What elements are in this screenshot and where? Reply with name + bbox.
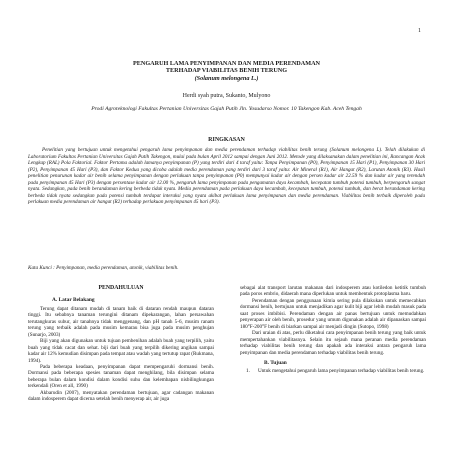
paragraph: Biji yang akan digunakan untuk tujuan pembenihan adalah buah yang terpilih, yaitu buah yang tidak cacat dan sehat. biji dari buah yang terpilih dikering angikan sampai kadar air 12% kemudian disimpan pada tempat atau wadah yang tertutup rapat (Rukmana, 1994). (28, 338, 214, 364)
section-heading-pendahuluan: PENDAHULUAN (98, 285, 144, 291)
abstract-text: Penelitian yang bertujuan untuk mengetahui pengaruh lama penyimpanan dan media perendaman terhadap viabilitas benih terung (Solanum melongena L). Telah dilakukan di Laboratorium Fakultas Pertanian Universitas Gajah Putih Takengon, mulai pada bulan April 2012 sampai dengan Juni 2012. Metode yang dilaksanakan dalam penelitian ini, Rancangan Acak Lengkap (RAL) Pola Faktorial. Faktor Pertama adalah lamanya penyimpanan (P) yang terdiri dari 4 taraf yaitu: Tanpa Penyimpanan (P0), Penyimpanan 15 Hari (P1), Penyimpanan 30 Hari (P2), Penyimpanan 45 Hari (P3), dan Faktor Kedua yang dicoba adalah media perendaman yang terdiri dari 3 taraf yaitu: Air Mineral (R1), Air Hangat (R2), Larutan Atonik (R3). Hasil penelitian penurunan kadar air benih selama penyimpanan dengan perlakuan tanpa penyimpanan (P0) mempunyai kadar air dengan persen kadar air 22.59 % dan kadar air yang terendah pada penyimpanan 45 Hari (P3) dengan persentase kadar air 12.00 %, pengaruh lama penyimpanan pada pengamatan daya kecambah, kecepatan tumbuh potensi tumbuh, berpengaruh sangat nyata. Sedangkan, pada benih berandaman kering berbeda tidak nyata. Media perendaman pada perlakuan daya kecambah, kecepatan tumbuh, potensi tumbuh, dan berat berandaman kering berbeda tidak nyata sedangkan pada potensi tumbuh terdapat interaksi yang nyata akibat perlakuan lama penyimpanan dan media perendaman. Viabilitas benih terbaik diperoleh pada perlakuan media perendaman air hangat (R2) terhadap perlakuan penyimpanan 45 hari (P3). (28, 147, 425, 206)
paper-title (40, 60, 413, 82)
keywords: Kata Kunci : Penyimpanan, media perendaman, atonik, viabilitas benih. (28, 265, 179, 271)
left-column (28, 285, 214, 403)
affiliation: Prodi Agroteknologi Fakultas Pertanian Universitas Gajah Putih Jln. Yosudarso Nomor. 10 Takengon Kab. Aceh Tengah (91, 106, 362, 112)
paragraph: Akbarudin (2007), menyatakan perendaman bertujuan, agar cadangan makanan dalam indosperem dapat dicerna setelah benih menyerap air, air juga (28, 389, 214, 403)
title-line-1: PENGARUH LAMA PENYIMPANAN DAN MEDIA PERENDAMAN (132, 60, 321, 67)
paragraph: Perendaman dengan penggunaan kimia sering pula dilakukan untuk memecahkan dormansi benih, bertujuan untuk menjadikan agar kulit biji agar lebih mudah masuk pada saat proses imbibisi. Perendaman dengan air panas bertujuan untuk memudahkan penyerapan air oleh benih, prosedur yang umum digunakan adalah air dipanaskan sampai 180°F-200°F benih di biarkan sampai air menjadi dingin (Sutopo, 1998) (240, 297, 426, 330)
list-item-number: 1. (246, 368, 250, 375)
right-column (240, 285, 426, 375)
list-item (240, 368, 426, 374)
subsection-heading-latar-belakang: A. Latar Belakang (52, 297, 95, 304)
title-line-3: (Solanum melongena L.) (194, 74, 259, 82)
subsection-heading-tujuan: B. Tujuan (264, 359, 287, 366)
page-number: 1 (418, 28, 421, 34)
list-item-text: Untuk mengetahui pengaruh lama penyimpanan terhadap viabilitas benih terung. (258, 368, 425, 375)
abstract-heading: RINGKASAN (208, 137, 245, 143)
title-line-2: TERHADAP VIABILITAS BENIH TERUNG (165, 67, 288, 75)
paragraph: sebagai alat transport larutan makanan dari indosperem atau kotiledon ketitik tumbuh pada poros embrio, didaerah mana diperlukan untuk membentuk protoplasma baru. (240, 285, 426, 298)
paragraph: Pada beberapa keadaan, penyimpanan dapat mempengaruhi dormansi benih. Dormansi pada beberapa spesies tanaman dapat menghilang, bila disimpan selama beberapa bulan dalam kondisi dalam kondisi suhu dan kelembapan nisbilingkungan terkendali (Oren et all, 1990) (28, 363, 214, 390)
paragraph: Terung dapat ditanam mudah di tanam baik di dataran rendah maupun dataran tinggi. Itu sebabnya tanaman terungini ditanam dipekarangan, lahan persawahan terutangkuras subur, air tanahnya tidak menggenang, dan pH tanah 5-6, musim ranam terung yang terbaik adalah pada musim kemarau bisa juga pada musim penghujan (Sunarjo, 2003) (28, 305, 214, 338)
authors: Herdi syah putra, Sukanto, Mulyono (182, 93, 271, 99)
paragraph: Dari uraian di atas, perlu diketahui cara penyimpanan benih terung yang baik untuk mempertahankan viabilitasnya. Selain itu sejauh mana peranan media perendaman terhadap viabilitas benih terung dan apakah ada interaksi antara pengaruh lama penyimpanan dan media perendaman terhadap viabilitas benih terung. (240, 330, 426, 356)
